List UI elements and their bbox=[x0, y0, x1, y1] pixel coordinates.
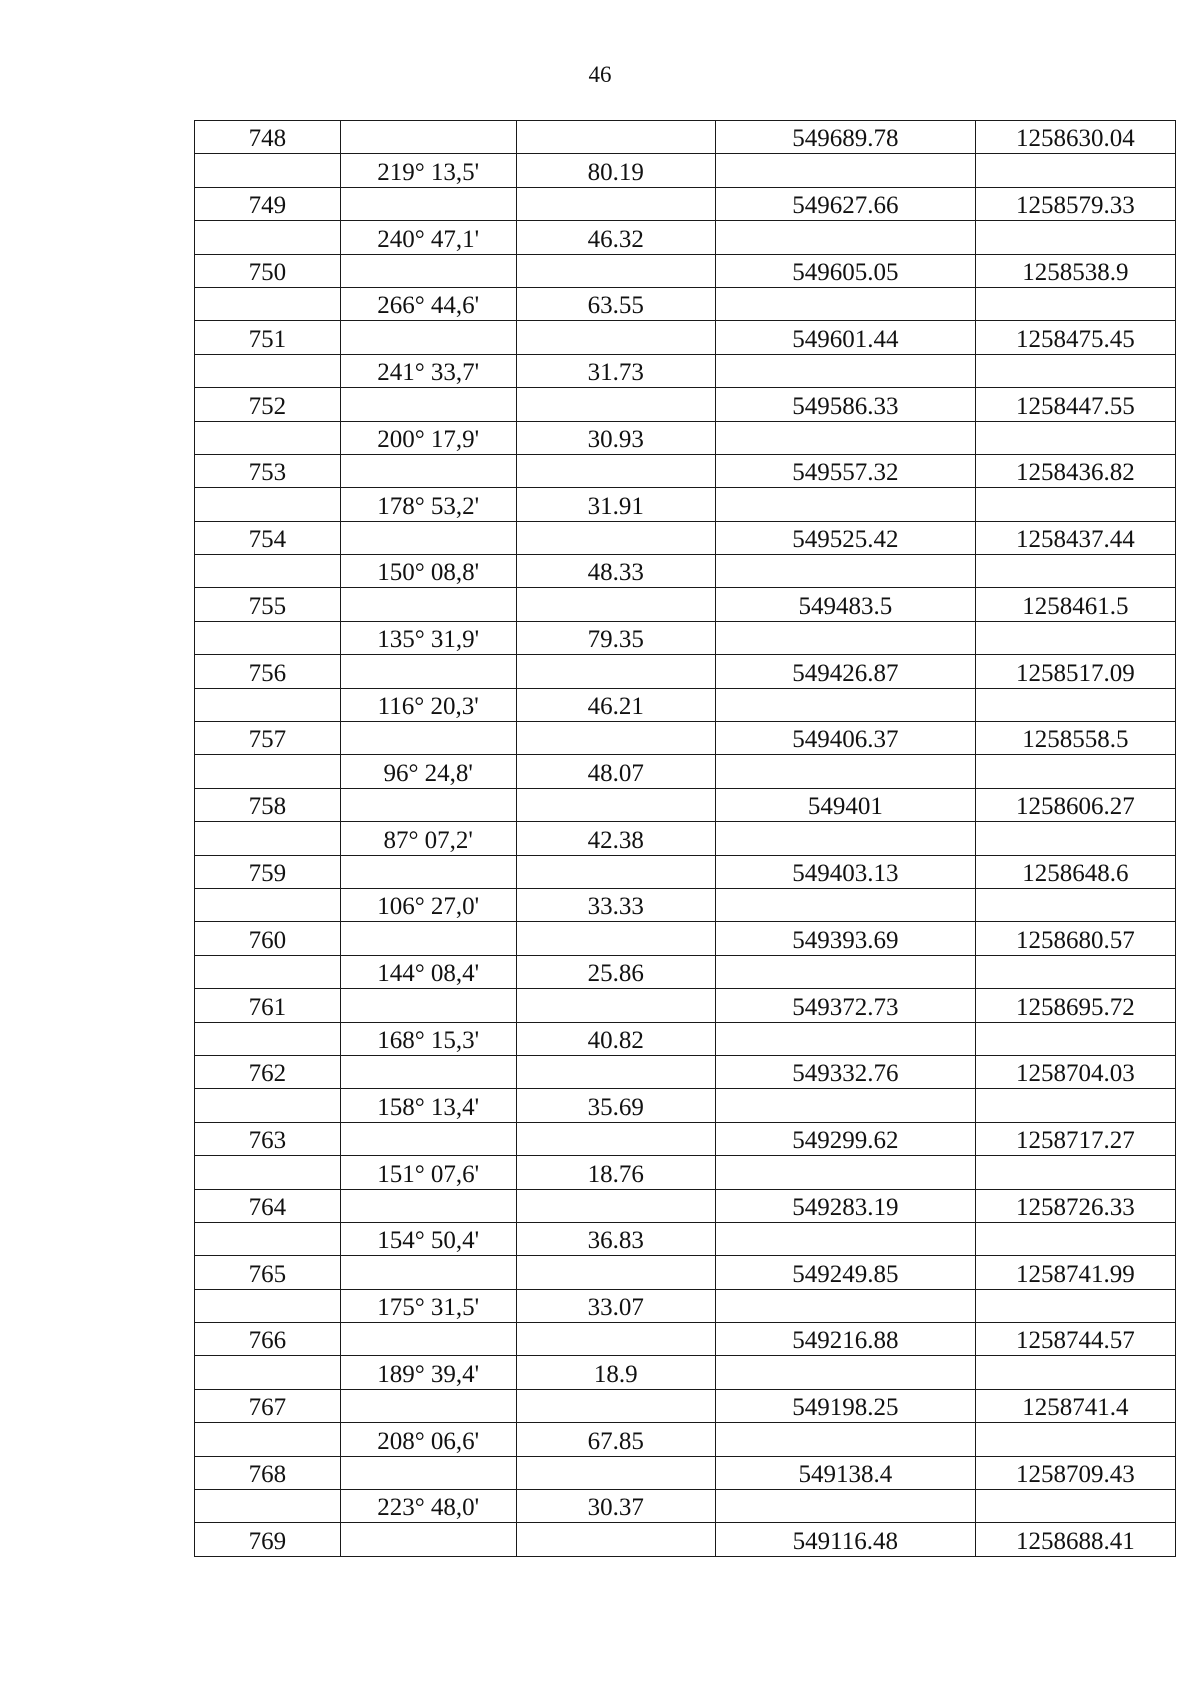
point-number-cell bbox=[195, 888, 341, 921]
point-number-cell bbox=[195, 421, 341, 454]
point-number-cell: 765 bbox=[195, 1256, 341, 1289]
point-number-cell bbox=[195, 1089, 341, 1122]
bearing-angle-cell bbox=[340, 454, 516, 487]
x-coordinate-cell bbox=[715, 354, 975, 387]
bearing-angle-cell bbox=[340, 722, 516, 755]
point-number-cell: 749 bbox=[195, 187, 341, 220]
point-number-cell bbox=[195, 221, 341, 254]
segment-row bbox=[195, 154, 1176, 187]
segment-row bbox=[195, 1356, 1176, 1389]
x-coordinate-cell bbox=[715, 1423, 975, 1456]
segment-row bbox=[195, 688, 1176, 721]
segment-row bbox=[195, 621, 1176, 654]
coordinates-table-body bbox=[195, 121, 1176, 1557]
y-coordinate-cell: 1258436.82 bbox=[975, 454, 1175, 487]
page-number: 46 bbox=[588, 62, 612, 87]
distance-cell bbox=[516, 521, 715, 554]
distance-cell bbox=[516, 922, 715, 955]
distance-cell bbox=[516, 321, 715, 354]
bearing-angle-cell: 175° 31,5' bbox=[340, 1289, 516, 1322]
segment-row bbox=[195, 822, 1176, 855]
point-row bbox=[195, 1389, 1176, 1422]
point-row bbox=[195, 187, 1176, 220]
point-number-cell bbox=[195, 1289, 341, 1322]
distance-cell bbox=[516, 121, 715, 154]
point-number-cell: 769 bbox=[195, 1523, 341, 1556]
y-coordinate-cell: 1258437.44 bbox=[975, 521, 1175, 554]
point-number-cell: 766 bbox=[195, 1323, 341, 1356]
point-number-cell: 758 bbox=[195, 788, 341, 821]
x-coordinate-cell: 549601.44 bbox=[715, 321, 975, 354]
point-row bbox=[195, 922, 1176, 955]
point-number-cell: 757 bbox=[195, 722, 341, 755]
x-coordinate-cell: 549332.76 bbox=[715, 1055, 975, 1088]
x-coordinate-cell bbox=[715, 154, 975, 187]
distance-cell bbox=[516, 788, 715, 821]
y-coordinate-cell bbox=[975, 154, 1175, 187]
distance-cell: 63.55 bbox=[516, 287, 715, 320]
segment-row bbox=[195, 221, 1176, 254]
point-number-cell bbox=[195, 555, 341, 588]
point-number-cell bbox=[195, 488, 341, 521]
distance-cell bbox=[516, 1122, 715, 1155]
point-number-cell: 763 bbox=[195, 1122, 341, 1155]
point-row bbox=[195, 454, 1176, 487]
distance-cell: 46.32 bbox=[516, 221, 715, 254]
y-coordinate-cell: 1258741.99 bbox=[975, 1256, 1175, 1289]
distance-cell: 80.19 bbox=[516, 154, 715, 187]
y-coordinate-cell bbox=[975, 421, 1175, 454]
bearing-angle-cell bbox=[340, 254, 516, 287]
point-row bbox=[195, 1456, 1176, 1489]
y-coordinate-cell bbox=[975, 688, 1175, 721]
distance-cell bbox=[516, 388, 715, 421]
point-number-cell bbox=[195, 1022, 341, 1055]
x-coordinate-cell: 549393.69 bbox=[715, 922, 975, 955]
x-coordinate-cell: 549627.66 bbox=[715, 187, 975, 220]
bearing-angle-cell: 200° 17,9' bbox=[340, 421, 516, 454]
point-number-cell: 755 bbox=[195, 588, 341, 621]
x-coordinate-cell: 549557.32 bbox=[715, 454, 975, 487]
y-coordinate-cell bbox=[975, 1423, 1175, 1456]
y-coordinate-cell bbox=[975, 1022, 1175, 1055]
x-coordinate-cell: 549138.4 bbox=[715, 1456, 975, 1489]
y-coordinate-cell bbox=[975, 1156, 1175, 1189]
x-coordinate-cell bbox=[715, 688, 975, 721]
segment-row bbox=[195, 1289, 1176, 1322]
x-coordinate-cell bbox=[715, 1356, 975, 1389]
y-coordinate-cell: 1258558.5 bbox=[975, 722, 1175, 755]
distance-cell: 48.33 bbox=[516, 555, 715, 588]
bearing-angle-cell: 240° 47,1' bbox=[340, 221, 516, 254]
point-number-cell: 754 bbox=[195, 521, 341, 554]
segment-row bbox=[195, 1089, 1176, 1122]
bearing-angle-cell bbox=[340, 1122, 516, 1155]
x-coordinate-cell: 549525.42 bbox=[715, 521, 975, 554]
y-coordinate-cell: 1258606.27 bbox=[975, 788, 1175, 821]
bearing-angle-cell: 154° 50,4' bbox=[340, 1222, 516, 1255]
point-number-cell bbox=[195, 755, 341, 788]
bearing-angle-cell bbox=[340, 1189, 516, 1222]
y-coordinate-cell bbox=[975, 1089, 1175, 1122]
x-coordinate-cell bbox=[715, 555, 975, 588]
y-coordinate-cell: 1258741.4 bbox=[975, 1389, 1175, 1422]
segment-row bbox=[195, 1156, 1176, 1189]
distance-cell: 18.9 bbox=[516, 1356, 715, 1389]
y-coordinate-cell bbox=[975, 354, 1175, 387]
bearing-angle-cell: 116° 20,3' bbox=[340, 688, 516, 721]
x-coordinate-cell: 549426.87 bbox=[715, 655, 975, 688]
point-number-cell: 759 bbox=[195, 855, 341, 888]
x-coordinate-cell bbox=[715, 221, 975, 254]
x-coordinate-cell bbox=[715, 1156, 975, 1189]
point-number-cell: 750 bbox=[195, 254, 341, 287]
point-number-cell bbox=[195, 955, 341, 988]
y-coordinate-cell bbox=[975, 955, 1175, 988]
point-row bbox=[195, 1523, 1176, 1556]
segment-row bbox=[195, 1222, 1176, 1255]
segment-row bbox=[195, 888, 1176, 921]
y-coordinate-cell bbox=[975, 1222, 1175, 1255]
point-number-cell bbox=[195, 1356, 341, 1389]
point-row bbox=[195, 1189, 1176, 1222]
bearing-angle-cell bbox=[340, 1323, 516, 1356]
bearing-angle-cell bbox=[340, 388, 516, 421]
y-coordinate-cell: 1258709.43 bbox=[975, 1456, 1175, 1489]
x-coordinate-cell bbox=[715, 1089, 975, 1122]
point-number-cell bbox=[195, 822, 341, 855]
x-coordinate-cell bbox=[715, 1490, 975, 1523]
bearing-angle-cell: 189° 39,4' bbox=[340, 1356, 516, 1389]
y-coordinate-cell bbox=[975, 822, 1175, 855]
y-coordinate-cell: 1258630.04 bbox=[975, 121, 1175, 154]
x-coordinate-cell: 549299.62 bbox=[715, 1122, 975, 1155]
x-coordinate-cell bbox=[715, 1022, 975, 1055]
point-number-cell: 751 bbox=[195, 321, 341, 354]
bearing-angle-cell: 219° 13,5' bbox=[340, 154, 516, 187]
bearing-angle-cell bbox=[340, 1256, 516, 1289]
y-coordinate-cell: 1258744.57 bbox=[975, 1323, 1175, 1356]
x-coordinate-cell bbox=[715, 621, 975, 654]
x-coordinate-cell: 549605.05 bbox=[715, 254, 975, 287]
distance-cell bbox=[516, 1055, 715, 1088]
distance-cell bbox=[516, 254, 715, 287]
segment-row bbox=[195, 955, 1176, 988]
x-coordinate-cell bbox=[715, 1289, 975, 1322]
bearing-angle-cell bbox=[340, 1055, 516, 1088]
point-row bbox=[195, 989, 1176, 1022]
bearing-angle-cell: 168° 15,3' bbox=[340, 1022, 516, 1055]
segment-row bbox=[195, 755, 1176, 788]
distance-cell: 33.33 bbox=[516, 888, 715, 921]
segment-row bbox=[195, 1490, 1176, 1523]
x-coordinate-cell bbox=[715, 421, 975, 454]
bearing-angle-cell bbox=[340, 521, 516, 554]
y-coordinate-cell bbox=[975, 1490, 1175, 1523]
x-coordinate-cell: 549401 bbox=[715, 788, 975, 821]
x-coordinate-cell bbox=[715, 488, 975, 521]
point-number-cell: 764 bbox=[195, 1189, 341, 1222]
point-row bbox=[195, 388, 1176, 421]
bearing-angle-cell bbox=[340, 588, 516, 621]
y-coordinate-cell: 1258680.57 bbox=[975, 922, 1175, 955]
x-coordinate-cell: 549198.25 bbox=[715, 1389, 975, 1422]
x-coordinate-cell: 549586.33 bbox=[715, 388, 975, 421]
bearing-angle-cell bbox=[340, 855, 516, 888]
bearing-angle-cell: 135° 31,9' bbox=[340, 621, 516, 654]
distance-cell bbox=[516, 187, 715, 220]
point-row bbox=[195, 855, 1176, 888]
distance-cell bbox=[516, 1389, 715, 1422]
segment-row bbox=[195, 1423, 1176, 1456]
bearing-angle-cell: 158° 13,4' bbox=[340, 1089, 516, 1122]
bearing-angle-cell bbox=[340, 989, 516, 1022]
segment-row bbox=[195, 555, 1176, 588]
x-coordinate-cell: 549372.73 bbox=[715, 989, 975, 1022]
segment-row bbox=[195, 421, 1176, 454]
y-coordinate-cell bbox=[975, 488, 1175, 521]
segment-row bbox=[195, 354, 1176, 387]
x-coordinate-cell bbox=[715, 287, 975, 320]
y-coordinate-cell: 1258688.41 bbox=[975, 1523, 1175, 1556]
point-number-cell bbox=[195, 154, 341, 187]
point-number-cell bbox=[195, 1222, 341, 1255]
distance-cell: 48.07 bbox=[516, 755, 715, 788]
x-coordinate-cell bbox=[715, 1222, 975, 1255]
point-number-cell bbox=[195, 354, 341, 387]
point-row bbox=[195, 521, 1176, 554]
distance-cell bbox=[516, 454, 715, 487]
bearing-angle-cell: 151° 07,6' bbox=[340, 1156, 516, 1189]
distance-cell: 30.37 bbox=[516, 1490, 715, 1523]
point-row bbox=[195, 254, 1176, 287]
bearing-angle-cell: 178° 53,2' bbox=[340, 488, 516, 521]
distance-cell bbox=[516, 655, 715, 688]
point-number-cell: 761 bbox=[195, 989, 341, 1022]
x-coordinate-cell: 549249.85 bbox=[715, 1256, 975, 1289]
x-coordinate-cell: 549483.5 bbox=[715, 588, 975, 621]
distance-cell bbox=[516, 1523, 715, 1556]
bearing-angle-cell: 223° 48,0' bbox=[340, 1490, 516, 1523]
point-row bbox=[195, 121, 1176, 154]
segment-row bbox=[195, 1022, 1176, 1055]
bearing-angle-cell: 96° 24,8' bbox=[340, 755, 516, 788]
point-number-cell: 756 bbox=[195, 655, 341, 688]
point-number-cell: 748 bbox=[195, 121, 341, 154]
bearing-angle-cell bbox=[340, 655, 516, 688]
bearing-angle-cell: 87° 07,2' bbox=[340, 822, 516, 855]
coordinates-table bbox=[194, 120, 1176, 1557]
x-coordinate-cell bbox=[715, 955, 975, 988]
point-row bbox=[195, 1055, 1176, 1088]
y-coordinate-cell: 1258726.33 bbox=[975, 1189, 1175, 1222]
point-number-cell: 762 bbox=[195, 1055, 341, 1088]
distance-cell bbox=[516, 1323, 715, 1356]
y-coordinate-cell: 1258461.5 bbox=[975, 588, 1175, 621]
distance-cell: 67.85 bbox=[516, 1423, 715, 1456]
distance-cell: 42.38 bbox=[516, 822, 715, 855]
distance-cell bbox=[516, 722, 715, 755]
y-coordinate-cell: 1258695.72 bbox=[975, 989, 1175, 1022]
distance-cell: 40.82 bbox=[516, 1022, 715, 1055]
point-number-cell bbox=[195, 621, 341, 654]
point-number-cell bbox=[195, 1156, 341, 1189]
y-coordinate-cell bbox=[975, 621, 1175, 654]
point-number-cell bbox=[195, 688, 341, 721]
point-number-cell bbox=[195, 1490, 341, 1523]
y-coordinate-cell: 1258648.6 bbox=[975, 855, 1175, 888]
bearing-angle-cell bbox=[340, 121, 516, 154]
x-coordinate-cell: 549216.88 bbox=[715, 1323, 975, 1356]
point-number-cell: 753 bbox=[195, 454, 341, 487]
x-coordinate-cell bbox=[715, 755, 975, 788]
x-coordinate-cell: 549116.48 bbox=[715, 1523, 975, 1556]
distance-cell bbox=[516, 1456, 715, 1489]
x-coordinate-cell: 549689.78 bbox=[715, 121, 975, 154]
bearing-angle-cell bbox=[340, 1389, 516, 1422]
point-row bbox=[195, 788, 1176, 821]
distance-cell bbox=[516, 588, 715, 621]
x-coordinate-cell: 549283.19 bbox=[715, 1189, 975, 1222]
point-row bbox=[195, 588, 1176, 621]
point-row bbox=[195, 1323, 1176, 1356]
distance-cell: 31.91 bbox=[516, 488, 715, 521]
x-coordinate-cell: 549406.37 bbox=[715, 722, 975, 755]
y-coordinate-cell bbox=[975, 888, 1175, 921]
y-coordinate-cell bbox=[975, 1356, 1175, 1389]
distance-cell: 36.83 bbox=[516, 1222, 715, 1255]
point-row bbox=[195, 655, 1176, 688]
bearing-angle-cell: 241° 33,7' bbox=[340, 354, 516, 387]
distance-cell: 25.86 bbox=[516, 955, 715, 988]
bearing-angle-cell bbox=[340, 187, 516, 220]
x-coordinate-cell bbox=[715, 822, 975, 855]
distance-cell: 46.21 bbox=[516, 688, 715, 721]
y-coordinate-cell: 1258475.45 bbox=[975, 321, 1175, 354]
distance-cell: 33.07 bbox=[516, 1289, 715, 1322]
y-coordinate-cell bbox=[975, 287, 1175, 320]
bearing-angle-cell bbox=[340, 1456, 516, 1489]
distance-cell: 30.93 bbox=[516, 421, 715, 454]
x-coordinate-cell: 549403.13 bbox=[715, 855, 975, 888]
distance-cell bbox=[516, 989, 715, 1022]
point-number-cell bbox=[195, 287, 341, 320]
bearing-angle-cell bbox=[340, 321, 516, 354]
y-coordinate-cell bbox=[975, 555, 1175, 588]
bearing-angle-cell: 208° 06,6' bbox=[340, 1423, 516, 1456]
y-coordinate-cell bbox=[975, 1289, 1175, 1322]
bearing-angle-cell: 150° 08,8' bbox=[340, 555, 516, 588]
point-row bbox=[195, 1122, 1176, 1155]
y-coordinate-cell: 1258717.27 bbox=[975, 1122, 1175, 1155]
segment-row bbox=[195, 488, 1176, 521]
distance-cell bbox=[516, 855, 715, 888]
distance-cell: 79.35 bbox=[516, 621, 715, 654]
point-row bbox=[195, 321, 1176, 354]
y-coordinate-cell bbox=[975, 755, 1175, 788]
y-coordinate-cell: 1258538.9 bbox=[975, 254, 1175, 287]
distance-cell bbox=[516, 1256, 715, 1289]
point-number-cell: 760 bbox=[195, 922, 341, 955]
bearing-angle-cell: 106° 27,0' bbox=[340, 888, 516, 921]
point-number-cell bbox=[195, 1423, 341, 1456]
point-number-cell: 768 bbox=[195, 1456, 341, 1489]
bearing-angle-cell bbox=[340, 922, 516, 955]
distance-cell: 18.76 bbox=[516, 1156, 715, 1189]
point-row bbox=[195, 722, 1176, 755]
distance-cell: 35.69 bbox=[516, 1089, 715, 1122]
x-coordinate-cell bbox=[715, 888, 975, 921]
segment-row bbox=[195, 287, 1176, 320]
point-row bbox=[195, 1256, 1176, 1289]
y-coordinate-cell: 1258704.03 bbox=[975, 1055, 1175, 1088]
bearing-angle-cell bbox=[340, 788, 516, 821]
point-number-cell: 752 bbox=[195, 388, 341, 421]
distance-cell: 31.73 bbox=[516, 354, 715, 387]
y-coordinate-cell: 1258447.55 bbox=[975, 388, 1175, 421]
bearing-angle-cell: 144° 08,4' bbox=[340, 955, 516, 988]
distance-cell bbox=[516, 1189, 715, 1222]
bearing-angle-cell: 266° 44,6' bbox=[340, 287, 516, 320]
y-coordinate-cell bbox=[975, 221, 1175, 254]
y-coordinate-cell: 1258579.33 bbox=[975, 187, 1175, 220]
y-coordinate-cell: 1258517.09 bbox=[975, 655, 1175, 688]
bearing-angle-cell bbox=[340, 1523, 516, 1556]
point-number-cell: 767 bbox=[195, 1389, 341, 1422]
